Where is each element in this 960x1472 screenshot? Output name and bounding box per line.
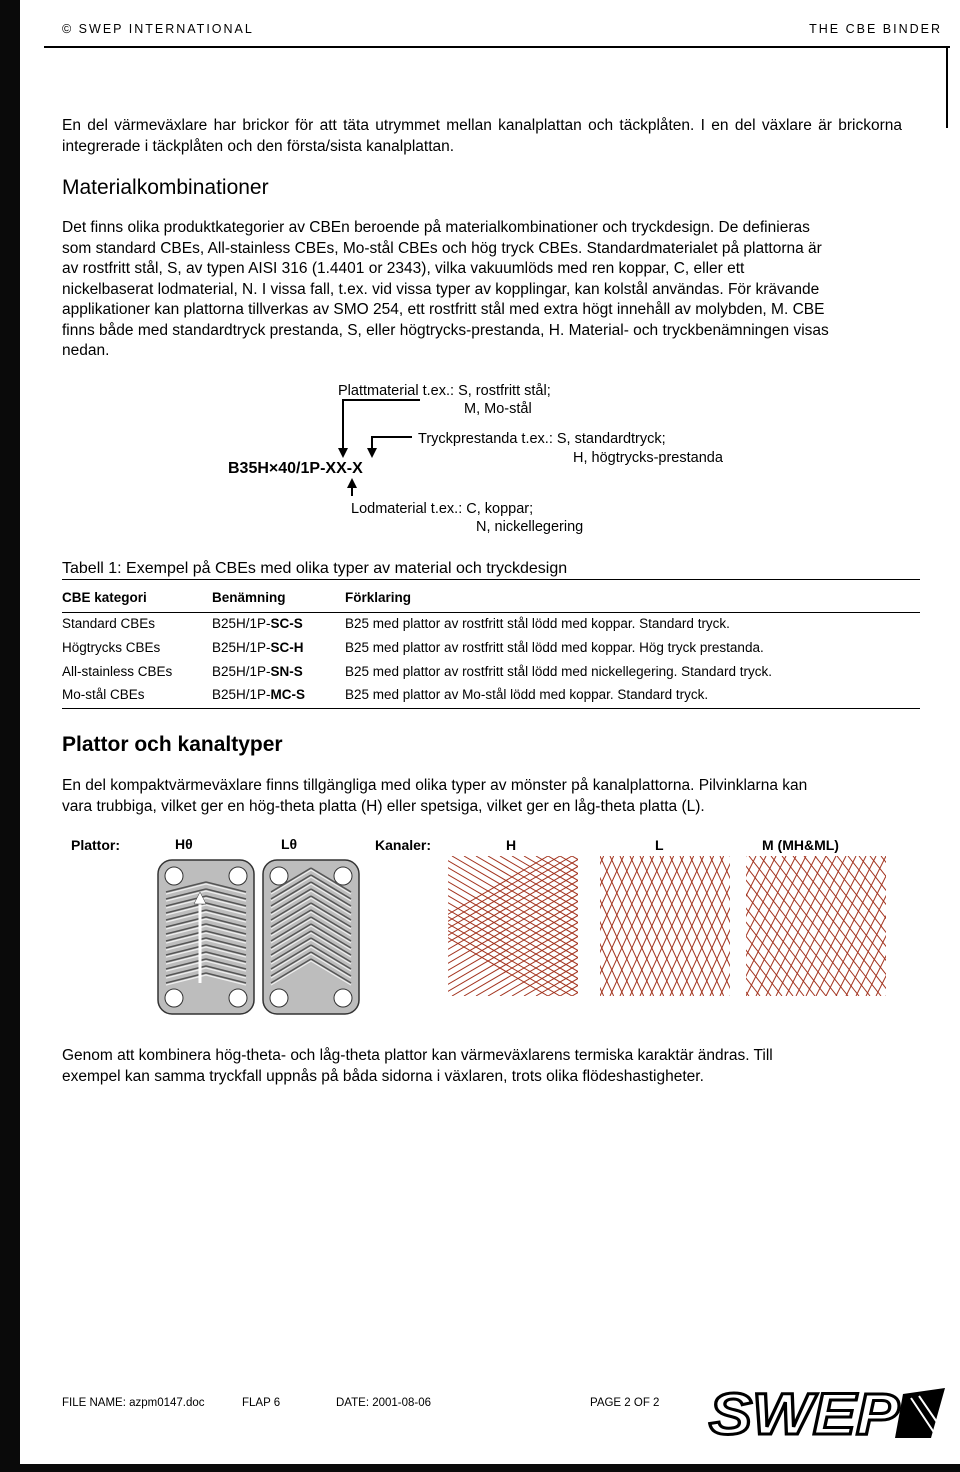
channel-line xyxy=(448,856,578,996)
channel-line xyxy=(448,856,578,996)
material-section-title: Materialkombinationer xyxy=(62,176,269,199)
channel-line xyxy=(870,856,886,996)
channel-line xyxy=(524,856,578,996)
cell-name xyxy=(212,687,305,702)
channel-line xyxy=(448,856,578,996)
port-hole xyxy=(270,867,288,885)
table-caption: Tabell 1: Exempel på CBEs med olika typer av material och tryckdesign xyxy=(62,560,568,577)
logo-text: SWEP xyxy=(709,1384,900,1446)
channel-line xyxy=(448,856,578,996)
intro-paragraph: En del värmeväxlare har brickor för att täta utrymmet mellan kanalplattan och täckplåten. I en del växlare är brickorna integrerade i täckplåten och den första/sista kanalplattan. xyxy=(62,117,902,155)
table-header-category: CBE kategori xyxy=(62,590,147,605)
name-code: SN-S xyxy=(270,664,303,679)
h-theta-plate xyxy=(150,858,270,1018)
channel-line xyxy=(448,856,578,996)
channel-line xyxy=(448,856,578,996)
name-code: SC-H xyxy=(270,640,304,655)
l-theta-label: Lθ xyxy=(281,836,298,852)
table-header-explanation: Förklaring xyxy=(345,590,412,605)
cell-category: Mo-stål CBEs xyxy=(62,687,145,702)
table-header-name: Benämning xyxy=(212,590,286,605)
material-line: nickelbaserat lodmaterial, N. I vissa fall, t.ex. vid vissa typer av kopplingar, kan kolstål användas. För krävande xyxy=(62,280,820,298)
footer-flap: FLAP 6 xyxy=(242,1397,281,1409)
channel-line xyxy=(512,856,578,996)
bottom-margin-bar xyxy=(0,1464,960,1472)
table-bottom-rule xyxy=(62,708,920,709)
closing-line: Genom att kombinera hög-theta- och låg-theta plattor kan värmeväxlarens termiska karaktär ändras. Till xyxy=(62,1047,773,1064)
channel-line xyxy=(746,856,760,996)
channel-line xyxy=(560,856,578,996)
table-header-rule xyxy=(62,612,920,613)
channel-line xyxy=(448,856,578,996)
channel-line xyxy=(448,856,578,996)
channel-h-pattern xyxy=(448,856,578,996)
channel-line xyxy=(600,856,654,996)
closing-line: exempel kan samma tryckfall uppnås på båda sidorna i växlaren, trots olika flödeshastigheter. xyxy=(62,1067,704,1085)
designation-arrows xyxy=(0,0,960,560)
channel-line xyxy=(448,856,578,996)
channel-line xyxy=(488,856,578,996)
plates-paragraph-line: En del kompaktvärmeväxlare finns tillgängliga med olika typer av mönster på kanalplattorna. Pilvinklarna kan xyxy=(62,777,808,794)
channel-line xyxy=(448,856,578,996)
channel-line xyxy=(512,856,578,996)
channel-line xyxy=(600,856,634,996)
channel-line xyxy=(806,856,876,996)
material-line: nedan. xyxy=(62,342,110,359)
channel-line xyxy=(746,856,816,996)
plates-label: Plattor: xyxy=(71,837,120,853)
cell-explanation: B25 med plattor av Mo-stål lödd med koppar. Standard tryck. xyxy=(345,687,709,702)
channel-line xyxy=(680,856,730,996)
pressure-arrow-head xyxy=(367,448,377,458)
channel-line xyxy=(488,856,578,996)
header-binder-title: THE CBE BINDER xyxy=(809,22,942,36)
plate-material-label: Plattmaterial t.ex.: S, rostfritt stål; xyxy=(338,383,551,399)
channels-label: Kanaler: xyxy=(375,837,432,853)
channel-m-label: M (MH&ML) xyxy=(762,837,839,853)
cell-explanation: B25 med plattor av rostfritt stål lödd med koppar. Standard tryck. xyxy=(345,616,730,631)
pressure-label-2: H, högtrycks-prestanda xyxy=(573,450,723,466)
channel-line xyxy=(600,856,634,996)
material-line: av rostfritt stål, S, av typen AISI 316 (1.4401 or 2343), vilka vakuumlöds med ren koppar, C, eller ett xyxy=(62,260,745,277)
channel-line xyxy=(448,856,578,996)
cell-category: Högtrycks CBEs xyxy=(62,640,161,655)
l-theta-plate xyxy=(255,858,375,1018)
name-code: MC-S xyxy=(270,687,306,702)
channel-line xyxy=(600,856,654,996)
channel-line xyxy=(746,856,771,996)
channel-line xyxy=(448,856,578,996)
plates-section-title: Plattor och kanaltyper xyxy=(62,733,283,756)
cell-explanation: B25 med plattor av rostfritt stål lödd med nickellegering. Standard tryck. xyxy=(345,664,772,679)
plate-arrow-head xyxy=(338,448,348,458)
channel-line xyxy=(776,856,846,996)
channel-line xyxy=(448,856,548,996)
material-line: finns både med standardtryck prestanda, S, eller högtrycks-prestanda, H. Material- och tryckbenämningen visas xyxy=(62,321,829,339)
cell-name xyxy=(212,616,303,631)
channel-line xyxy=(524,856,578,996)
port-hole xyxy=(165,989,183,1007)
header-copyright: © SWEP INTERNATIONAL xyxy=(62,22,254,36)
plate-arrow-line xyxy=(343,400,420,450)
channel-l-label: L xyxy=(655,837,664,853)
cell-name xyxy=(212,640,304,655)
channel-line xyxy=(548,856,578,996)
material-line: Det finns olika produktkategorier av CBEn beroende på materialkombinationer och tryckdesign. De definieras xyxy=(62,219,810,236)
channel-line xyxy=(448,856,578,996)
channel-line xyxy=(448,856,578,996)
channel-line xyxy=(448,856,578,996)
name-prefix: B25H/1P- xyxy=(212,616,271,631)
footer-page: PAGE 2 OF 2 xyxy=(590,1397,660,1409)
footer-date: DATE: 2001-08-06 xyxy=(336,1397,432,1409)
channel-h-label: H xyxy=(506,837,517,853)
port-hole xyxy=(229,989,247,1007)
cell-name xyxy=(212,664,303,679)
port-hole xyxy=(270,989,288,1007)
channel-line xyxy=(448,856,578,996)
footer-file-name: FILE NAME: azpm0147.doc xyxy=(62,1397,205,1409)
name-prefix: B25H/1P- xyxy=(212,687,271,702)
table-top-rule xyxy=(62,579,920,580)
designation-code: B35H×40/1P-XX-X xyxy=(228,460,363,477)
port-hole xyxy=(229,867,247,885)
name-prefix: B25H/1P- xyxy=(212,640,271,655)
cell-category: All-stainless CBEs xyxy=(62,664,173,679)
pressure-label: Tryckprestanda t.ex.: S, standardtryck; xyxy=(418,431,666,447)
material-line: applikationer kan plattorna tillverkas av SMO 254, ett rostfritt stål med extra högt innehåll av molybden, M. CBE xyxy=(62,301,825,318)
channel-line xyxy=(448,856,578,996)
port-hole xyxy=(334,867,352,885)
swep-logo xyxy=(705,1384,955,1446)
channel-line xyxy=(560,856,578,996)
channel-line xyxy=(448,856,548,996)
channel-line xyxy=(448,856,572,996)
port-hole xyxy=(165,867,183,885)
port-hole xyxy=(334,989,352,1007)
h-theta-label: Hθ xyxy=(175,836,193,852)
plate-material-label-2: M, Mo-stål xyxy=(464,401,532,417)
solder-label-2: N, nickellegering xyxy=(476,519,584,535)
channel-line xyxy=(548,856,578,996)
channel-line xyxy=(476,856,578,996)
channel-line xyxy=(476,856,578,996)
name-prefix: B25H/1P- xyxy=(212,664,271,679)
channel-m-pattern xyxy=(746,856,886,996)
solder-label: Lodmaterial t.ex.: C, koppar; xyxy=(351,501,534,517)
material-line: som standard CBEs, All-stainless CBEs, Mo-stål CBEs och hög tryck CBEs. Standardmaterialet på plattorna är xyxy=(62,239,822,257)
channel-line xyxy=(680,856,730,996)
cell-category: Standard CBEs xyxy=(62,616,156,631)
channel-line xyxy=(448,856,578,996)
solder-arrow-head xyxy=(347,478,357,488)
pressure-arrow-line xyxy=(372,437,412,450)
cell-explanation: B25 med plattor av rostfritt stål lödd med koppar. Hög tryck prestanda. xyxy=(345,640,764,655)
name-code: SC-S xyxy=(270,616,303,631)
plates-paragraph-line: vara trubbiga, vilket ger en hög-theta platta (H) eller spetsiga, vilket ger en låg-theta platta (L). xyxy=(62,797,705,815)
channel-l-pattern xyxy=(600,856,730,996)
channel-line xyxy=(859,856,886,996)
channel-line xyxy=(448,856,572,996)
